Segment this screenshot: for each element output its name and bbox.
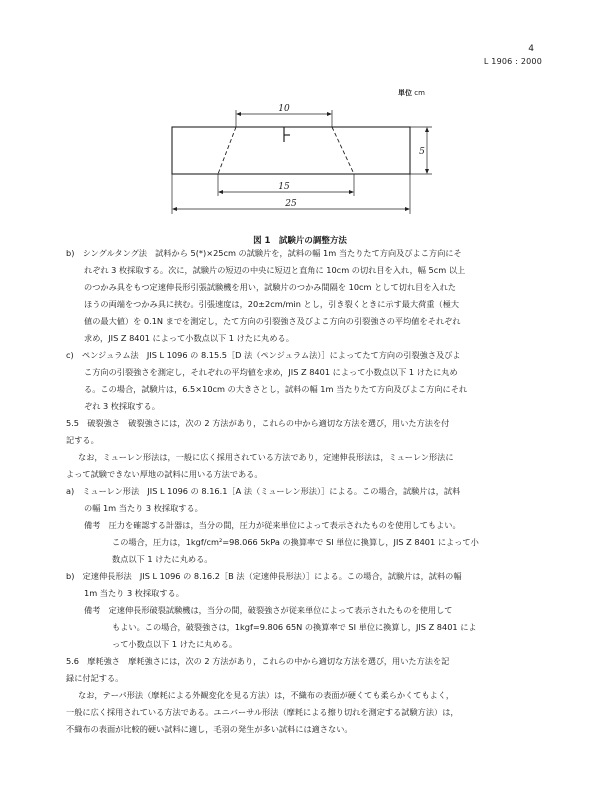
dim-top-label: 10 <box>278 104 290 114</box>
text-line: もよい。この場合，破裂強さは，1kgf=9.806 65N の換算率で SI 単位に換算し，JIS Z 8401 によ <box>112 622 477 632</box>
text-line: c) ペンジュラム法 JIS L 1096 の 8.15.5［D 法（ペンジュラム法）］によってたて方向の引裂強さ及びよ <box>66 350 461 360</box>
specimen-rectangle <box>172 127 410 174</box>
standard-number: L 1906 : 2000 <box>483 57 542 66</box>
text-line: b) 定速伸長形法 JIS L 1096 の 8.16.2［B 法（定速伸長形法）］による。この場合，試験片は，試料の幅 <box>66 571 462 581</box>
dim-height-arrow-bottom <box>425 169 429 174</box>
text-line: る。この場合，試験片は，6.5×10cm の大きさとし，試料の幅 1m 当たりたて方向及びよこ方向にそれ <box>84 384 468 394</box>
specimen-figure <box>150 96 450 220</box>
unit-label-text: 単位 <box>398 89 412 97</box>
trapezoid-left-side <box>218 127 236 174</box>
remark-line: 備考 圧力を確認する計器は，当分の間，圧力が従来単位によって表示されたものを使用してもよい。 <box>84 520 461 530</box>
text-line: のつかみ具をもつ定速伸長形引張試験機を用い，試験片のつかみ間隔を 10cm として切れ目を入れた <box>84 282 456 292</box>
dim-total-arrow-left <box>172 207 177 211</box>
figure-caption: 図 1 試験片の調整方法 <box>253 236 347 246</box>
dim-total-label: 25 <box>285 199 297 209</box>
dim-bottom-arrow-right <box>349 190 354 194</box>
text-line: b) シングルタング法 試料から 5(*)×25cm の試験片を，試料の幅 1m 当たりたて方向及びよこ方向にそ <box>66 248 462 258</box>
dim-height-arrow-top <box>425 127 429 132</box>
text-line: 一般に広く採用されている方法である。ユニバーサル形法（摩耗による擦り切れを測定する試験方法）は， <box>66 707 459 717</box>
text-line: 値の最大値）を 0.1N までを測定し，たて方向の引裂強さ及びよこ方向の引裂強さの平均値をそれぞれ <box>84 316 461 326</box>
text-line: 記する。 <box>66 435 99 445</box>
text-line: ほうの両端をつかみ具に挟む。引張速度は，20±2cm/min とし，引き裂くときに示す最大荷重（極大 <box>84 299 460 309</box>
text-line: れぞれ 3 枚採取する。次に，試験片の短辺の中央に短辺と直角に 10cm の切れ目を入れ，幅 5cm 以上 <box>84 265 466 275</box>
remark-line: 備考 定速伸長形破裂試験機は，当分の間，破裂強さが従来単位によって表示されたものを使用して <box>84 605 453 615</box>
dim-total-arrow-right <box>405 207 410 211</box>
dim-top-arrow-right <box>327 112 332 116</box>
text-line: なお，テーパ形法（摩耗による外観変化を見る方法）は，不織布の表面が硬くても柔らかくてもよく， <box>78 690 455 700</box>
text-line: なお，ミューレン形法は，一般に広く採用されている方法であり，定速伸長形法は，ミューレン形法に <box>78 452 454 462</box>
text-line: 1m 当たり 3 枚採取する。 <box>84 588 184 598</box>
text-line: 求め，JIS Z 8401 によって小数点以下 1 けたに丸める。 <box>84 333 294 343</box>
section-heading-line: 5.6 摩耗強さ 摩耗強さには，次の 2 方法があり，これらの中から適切な方法を選び，用いた方法を記 <box>66 656 450 666</box>
text-line: よって試験できない厚地の試料に用いる方法である。 <box>66 469 263 479</box>
unit-value: cm <box>414 89 425 97</box>
trapezoid-right-side <box>332 127 354 174</box>
text-line: 数点以下 1 けたに丸める。 <box>112 554 213 564</box>
text-line: の幅 1m 当たり 3 枚採取する。 <box>84 503 203 513</box>
text-line: 不織布の表面が比較的硬い試料に適し，毛羽の発生が多い試料には適さない。 <box>66 724 353 734</box>
section-heading-line: 5.5 破裂強さ 破裂強さには，次の 2 方法があり，これらの中から適切な方法を選び，用いた方法を付 <box>66 418 450 428</box>
page-number: 4 <box>528 44 534 54</box>
text-line: ぞれ 3 枚採取する。 <box>84 401 160 411</box>
text-line: 録に付記する。 <box>66 673 124 683</box>
text-line: こ方向の引裂強さを測定し，それぞれの平均値を求め，JIS Z 8401 によって小数点以下 1 けたに丸め <box>84 367 458 377</box>
text-line: a) ミューレン形法 JIS L 1096 の 8.16.1［A 法（ミューレン形法）］による。この場合，試験片は，試料 <box>66 486 461 496</box>
text-line: って小数点以下 1 けたに丸める。 <box>112 639 238 649</box>
dim-height-label: 5 <box>419 147 425 157</box>
dim-bottom-arrow-left <box>218 190 223 194</box>
dim-bottom-label: 15 <box>278 182 290 192</box>
dim-top-arrow-left <box>236 112 241 116</box>
text-line: この場合，圧力は，1kgf/cm²=98.066 5kPa の換算率で SI 単位に換算し，JIS Z 8401 によって小 <box>112 537 479 547</box>
